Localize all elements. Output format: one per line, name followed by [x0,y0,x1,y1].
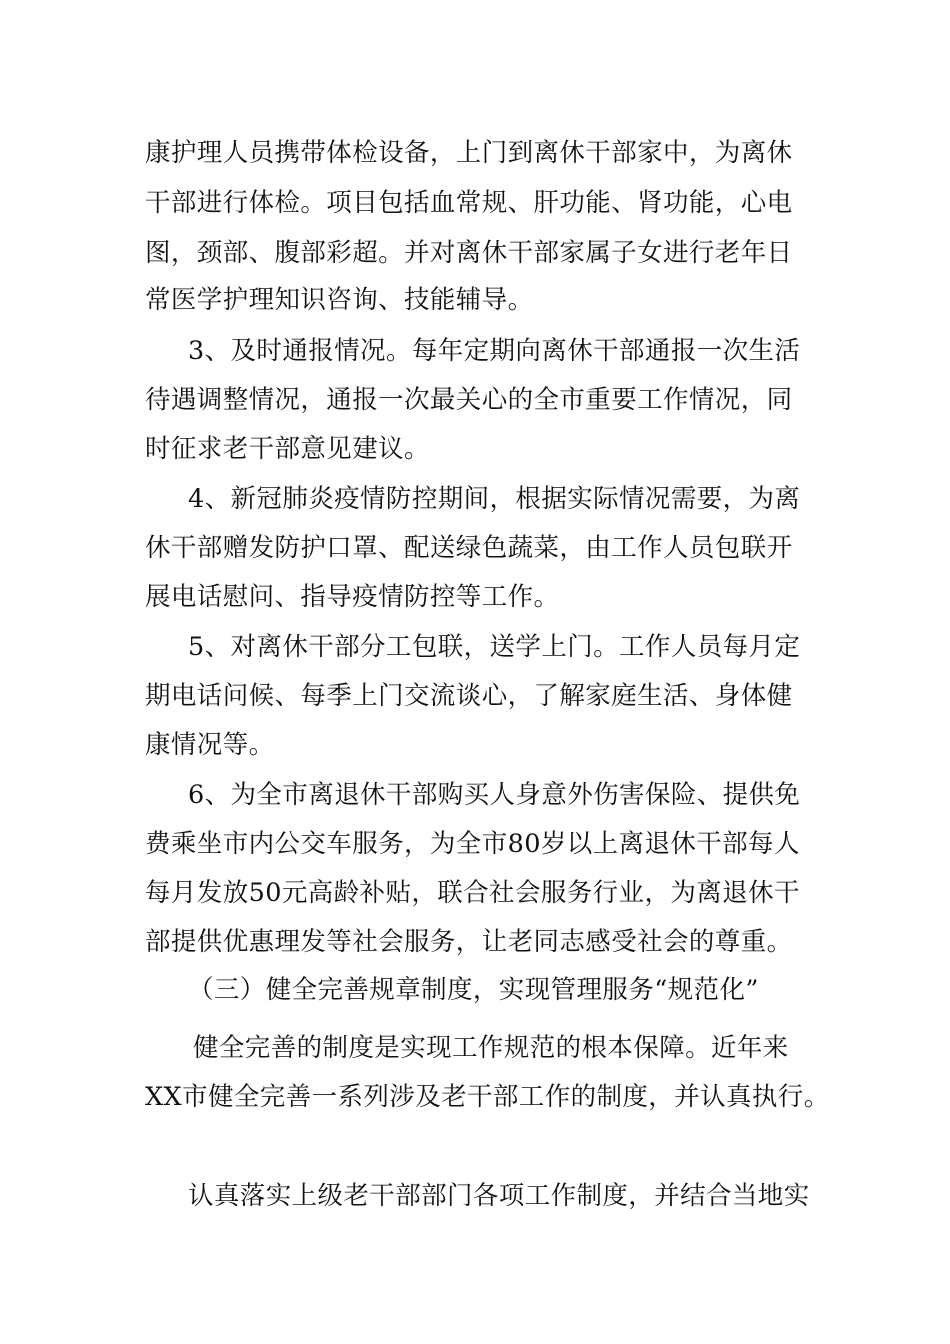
section-heading: （三）健全完善规章制度，实现管理服务“规范化” [188,975,759,1005]
section-para-line-2: XX市健全完善一系列涉及老干部工作的制度，并认真执行。 [145,1082,830,1112]
item-5-line-1: 5、对离休干部分工包联，送学上门。工作人员每月定 [188,632,801,662]
item-3-line-2: 待遇调整情况，通报一次最关心的全市重要工作情况，同 [145,385,793,415]
item-3-line-3: 时征求老干部意见建议。 [145,434,430,464]
item-6-line-3: 每月发放50元高龄补贴，联合社会服务行业，为离退休干 [145,878,800,908]
item-4-line-1: 4、新冠肺炎疫情防控期间，根据实际情况需要，为离 [188,484,801,514]
next-para-line-1: 认真落实上级老干部部门各项工作制度，并结合当地实 [188,1181,810,1211]
section-para-line-1: 健全完善的制度是实现工作规范的根本保障。近年来 [193,1033,789,1063]
item-6-line-1: 6、为全市离退休干部购买人身意外伤害保险、提供免 [188,780,801,810]
item-5-line-2: 期电话问候、每季上门交流谈心，了解家庭生活、身体健 [145,681,793,711]
text-line-3: 图，颈部、腹部彩超。并对离休干部家属子女进行老年日 [145,238,793,268]
item-6-line-4: 部提供优惠理发等社会服务，让老同志感受社会的尊重。 [145,927,793,957]
item-5-line-3: 康情况等。 [145,730,275,760]
text-line-4: 常医学护理知识咨询、技能辅导。 [145,285,534,315]
text-line-1: 康护理人员携带体检设备，上门到离休干部家中，为离休 [145,138,793,168]
item-3-line-1: 3、及时通报情况。每年定期向离休干部通报一次生活 [188,336,801,366]
item-4-line-3: 展电话慰问、指导疫情防控等工作。 [145,582,560,612]
text-line-2: 干部进行体检。项目包括血常规、肝功能、肾功能，心电 [145,188,793,218]
item-6-line-2: 费乘坐市内公交车服务，为全市80岁以上离退休干部每人 [145,829,800,859]
item-4-line-2: 休干部赠发防护口罩、配送绿色蔬菜，由工作人员包联开 [145,533,793,563]
